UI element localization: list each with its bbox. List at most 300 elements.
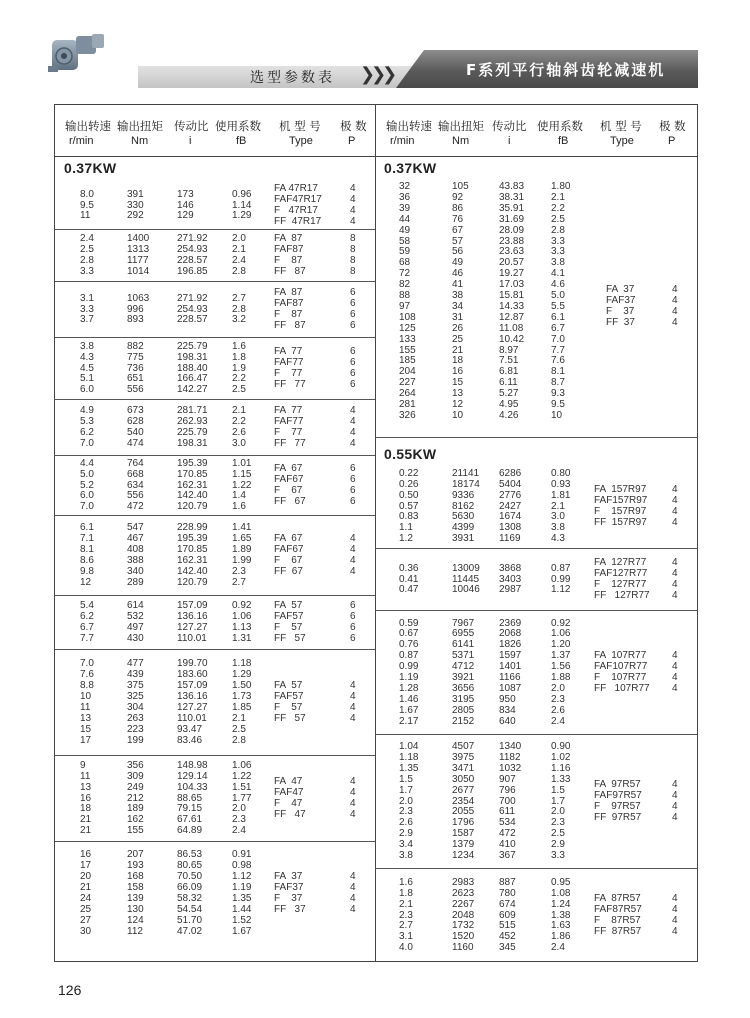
left-model-cell: F 57: [274, 622, 303, 633]
right-speed-cell: 0.59: [399, 617, 419, 629]
left-factor-cell: 1.77: [232, 792, 252, 804]
right-factor-cell: 7.6: [551, 355, 565, 367]
left-ratio-cell: 80.65: [177, 860, 203, 872]
left-torque-cell: 124: [127, 914, 144, 926]
left-speed-cell: 11: [80, 702, 91, 713]
left-factor-cell: 1.44: [232, 903, 252, 915]
right-factor-cell: 1.38: [551, 909, 571, 921]
group-divider: [54, 399, 375, 400]
left-torque-cell: 556: [127, 384, 144, 396]
right-factor-cell: 1.7: [551, 795, 565, 807]
left-torque-cell: 474: [127, 437, 144, 449]
right-torque-cell: 7967: [452, 617, 475, 629]
left-torque-cell: 497: [127, 622, 144, 633]
left-ratio-cell: 225.79: [177, 340, 208, 352]
right-torque-cell: 1587: [452, 828, 475, 840]
ratio-header: 传动比: [174, 119, 209, 133]
left-factor-cell: 1.15: [232, 468, 252, 480]
right-model-cell: F 87R57: [594, 915, 641, 926]
left-factor-cell: 1.22: [232, 770, 252, 782]
right-speed-cell: 2.3: [399, 806, 413, 818]
right-factor-cell: 1.88: [551, 672, 571, 683]
right-torque-cell: 34: [452, 300, 464, 312]
left-ratio-cell: 254.93: [177, 303, 208, 315]
right-ratio-cell: 472: [499, 828, 516, 840]
right-factor-cell: 3.8: [551, 522, 565, 534]
left-stage-cell: 6: [350, 346, 356, 358]
left-speed-cell: 25: [80, 903, 92, 915]
right-torque-cell: 2048: [452, 909, 475, 921]
ratio-unit: i: [189, 135, 192, 147]
left-factor-cell: 1.50: [232, 680, 252, 692]
right-power-label-2: 0.55KW: [384, 446, 437, 462]
right-torque-cell: 41: [452, 279, 464, 291]
right-speed-cell: 133: [399, 333, 416, 345]
left-speed-cell: 8.6: [80, 555, 94, 566]
right-ratio-cell: 10.42: [499, 333, 525, 345]
left-factor-cell: 1.14: [232, 199, 252, 211]
right-torque-cell: 10046: [452, 584, 480, 596]
right-factor-cell: 2.3: [551, 693, 565, 705]
right-factor-cell: 2.2: [551, 202, 565, 214]
left-stage-cell: 4: [350, 702, 356, 713]
left-ratio-cell: 47.02: [177, 925, 203, 937]
right-torque-cell: 1160: [452, 942, 474, 954]
left-speed-cell: 7.6: [80, 669, 94, 681]
right-ratio-cell: 2987: [499, 584, 522, 596]
left-factor-cell: 1.01: [232, 457, 252, 469]
left-factor-cell: 1.35: [232, 893, 252, 904]
right-ratio-cell: 12.87: [499, 311, 525, 323]
left-model-cell: FA 47: [274, 776, 303, 788]
right-ratio-cell: 907: [499, 773, 516, 785]
right-ratio-cell: 1674: [499, 511, 522, 523]
left-speed-cell: 7.1: [80, 533, 94, 545]
right-model-cell: FF 107R77: [594, 682, 650, 694]
right-factor-cell: 0.95: [551, 876, 571, 888]
right-model-cell: FA 107R77: [594, 650, 647, 662]
right-ratio-cell: 43.83: [499, 181, 525, 192]
left-factor-cell: 1.6: [232, 340, 246, 352]
right-speed-cell: 0.67: [399, 628, 419, 640]
left-model-cell: FF 47R17: [274, 215, 322, 227]
left-speed-cell: 9.5: [80, 199, 94, 211]
right-torque-cell: 38: [452, 290, 464, 301]
left-torque-cell: 430: [127, 632, 144, 644]
right-torque-cell: 3975: [452, 751, 475, 763]
right-torque-cell: 21: [452, 344, 464, 356]
right-speed-cell: 2.3: [399, 909, 413, 921]
right-model-cell: FAF127R77: [594, 568, 648, 580]
left-speed-cell: 30: [80, 925, 92, 937]
left-speed-cell: 17: [80, 734, 92, 746]
left-factor-cell: 2.3: [232, 565, 246, 577]
right-ratio-cell: 19.27: [499, 268, 525, 280]
right-speed-cell: 59: [399, 246, 411, 258]
left-power-label: 0.37KW: [64, 160, 117, 176]
right-factor-cell: 3.3: [551, 235, 565, 247]
right-speed-cell: 155: [399, 344, 416, 356]
right-ratio-cell: 887: [499, 876, 516, 888]
left-stage-cell: 6: [350, 474, 356, 486]
right-speed-cell: 82: [399, 279, 411, 291]
right-speed-cell: 0.36: [399, 562, 419, 574]
left-factor-cell: 0.98: [232, 860, 252, 872]
left-model-cell: F 47: [274, 798, 303, 809]
right-torque-cell: 67: [452, 224, 464, 236]
left-model-cell: FA 67: [274, 533, 303, 545]
group-divider: [375, 734, 698, 735]
right-torque-cell: 11445: [452, 573, 480, 585]
left-stage-cell: 4: [350, 427, 356, 438]
right-speed-cell: 36: [399, 191, 411, 203]
right-torque-cell: 3921: [452, 672, 475, 683]
right-ratio-cell: 1166: [499, 672, 521, 683]
right-ratio-cell: 17.03: [499, 279, 525, 291]
left-torque-cell: 668: [127, 468, 144, 480]
right-speed-cell: 0.50: [399, 489, 419, 501]
right-factor-cell: 0.99: [551, 573, 571, 585]
right-ratio-cell: 834: [499, 704, 516, 716]
left-torque-cell: 189: [127, 803, 144, 815]
left-speed-cell: 4.5: [80, 362, 94, 374]
left-factor-cell: 2.5: [232, 723, 246, 735]
right-speed-cell: 1.6: [399, 876, 413, 888]
left-speed-cell: 5.3: [80, 416, 94, 428]
left-factor-cell: 2.8: [232, 265, 246, 277]
left-factor-cell: 2.5: [232, 384, 246, 396]
right-factor-cell: 0.90: [551, 741, 571, 753]
left-model-cell: FAF57: [274, 611, 304, 623]
right-model-cell: F 97R57: [594, 801, 641, 812]
type-unit: Type: [610, 135, 634, 147]
type-header: 机 型 号: [600, 119, 642, 133]
right-ratio-cell: 1597: [499, 650, 522, 662]
left-ratio-cell: 54.54: [177, 903, 203, 915]
left-model-cell: FAF47R17: [274, 194, 322, 206]
right-torque-cell: 2623: [452, 887, 475, 899]
left-speed-cell: 5.2: [80, 479, 94, 491]
right-torque-cell: 1520: [452, 931, 475, 943]
right-ratio-cell: 367: [499, 850, 516, 862]
right-factor-cell: 2.6: [551, 704, 565, 716]
left-speed-cell: 7.7: [80, 632, 94, 644]
right-factor-cell: 7.0: [551, 333, 565, 345]
right-ratio-cell: 4.95: [499, 399, 519, 410]
factor-header: 使用系数: [537, 119, 583, 133]
left-model-cell: FA 57: [274, 600, 303, 612]
left-speed-cell: 6.0: [80, 490, 94, 502]
left-torque-cell: 388: [127, 555, 144, 566]
right-factor-cell: 2.4: [551, 715, 565, 727]
right-speed-cell: 0.26: [399, 478, 419, 490]
left-ratio-cell: 127.27: [177, 702, 208, 713]
right-stage-cell: 4: [672, 294, 678, 306]
right-ratio-cell: 4.26: [499, 409, 519, 421]
left-ratio-cell: 93.47: [177, 723, 203, 735]
right-ratio-cell: 1182: [499, 751, 521, 763]
right-factor-cell: 3.3: [551, 246, 565, 258]
right-factor-cell: 1.16: [551, 762, 571, 774]
right-factor-cell: 2.5: [551, 213, 565, 225]
right-stage-cell: 4: [672, 672, 678, 683]
left-torque-cell: 472: [127, 501, 144, 513]
right-factor-cell: 0.93: [551, 478, 571, 490]
left-factor-cell: 3.0: [232, 437, 246, 449]
left-factor-cell: 1.12: [232, 871, 252, 883]
left-stage-cell: 6: [350, 495, 356, 507]
left-stage-cell: 6: [350, 632, 356, 644]
right-stage-cell: 4: [672, 925, 678, 937]
right-speed-cell: 3.8: [399, 850, 413, 862]
left-model-cell: FAF77: [274, 357, 304, 369]
right-factor-cell: 1.06: [551, 628, 571, 640]
right-factor-cell: 0.87: [551, 562, 571, 574]
right-speed-cell: 2.6: [399, 817, 413, 829]
right-model-cell: F 37: [606, 305, 635, 317]
left-model-cell: FF 87: [274, 319, 306, 331]
left-speed-cell: 17: [80, 860, 92, 872]
left-factor-cell: 3.2: [232, 314, 246, 326]
factor-unit: fB: [558, 135, 569, 147]
left-factor-cell: 1.85: [232, 702, 252, 713]
left-speed-cell: 7.0: [80, 437, 94, 449]
left-stage-cell: 6: [350, 298, 356, 310]
left-factor-cell: 1.29: [232, 210, 252, 222]
left-stage-cell: 4: [350, 405, 356, 417]
right-ratio-cell: 2427: [499, 500, 522, 512]
left-speed-cell: 6.0: [80, 384, 94, 396]
right-speed-cell: 2.9: [399, 828, 413, 840]
right-speed-cell: 281: [399, 399, 416, 410]
right-factor-cell: 0.80: [551, 467, 571, 479]
right-factor-cell: 2.0: [551, 806, 565, 818]
left-factor-cell: 1.9: [232, 362, 246, 374]
right-ratio-cell: 1826: [499, 639, 522, 651]
right-speed-cell: 1.35: [399, 762, 419, 774]
left-model-cell: FA 37: [274, 871, 303, 883]
right-speed-cell: 125: [399, 322, 416, 334]
left-speed-cell: 7.0: [80, 658, 94, 670]
selection-table: [54, 104, 698, 962]
left-model-cell: F 77: [274, 427, 303, 438]
right-torque-cell: 8162: [452, 500, 475, 512]
left-ratio-cell: 110.01: [177, 712, 207, 724]
right-speed-cell: 44: [399, 213, 411, 225]
left-model-cell: FAF87: [274, 244, 304, 256]
left-model-cell: F 57: [274, 702, 303, 713]
right-speed-cell: 1.67: [399, 704, 419, 716]
left-ratio-cell: 142.27: [177, 384, 208, 396]
left-factor-cell: 2.1: [232, 244, 246, 256]
left-torque-cell: 292: [127, 210, 144, 222]
right-stage-cell: 4: [672, 790, 678, 802]
group-divider: [375, 610, 698, 611]
left-stage-cell: 4: [350, 691, 356, 703]
right-factor-cell: 1.56: [551, 661, 571, 673]
right-speed-cell: 1.18: [399, 751, 419, 763]
right-factor-cell: 8.7: [551, 377, 565, 389]
right-torque-cell: 2267: [452, 898, 475, 910]
left-model-cell: F 87: [274, 309, 303, 320]
right-speed-cell: 4.0: [399, 942, 413, 954]
left-factor-cell: 1.65: [232, 533, 252, 545]
right-ratio-cell: 640: [499, 715, 516, 727]
right-stage-cell: 4: [672, 557, 678, 569]
right-speed-cell: 0.83: [399, 511, 419, 523]
section-title: 选型参数表: [250, 70, 335, 86]
right-speed-cell: 2.7: [399, 920, 413, 932]
left-model-cell: F 47R17: [274, 205, 318, 216]
left-speed-cell: 2.4: [80, 233, 94, 245]
left-model-cell: F 67: [274, 485, 303, 496]
right-factor-cell: 2.1: [551, 191, 565, 203]
left-ratio-cell: 66.09: [177, 882, 203, 894]
left-model-cell: FF 67: [274, 495, 306, 507]
right-factor-cell: 1.12: [551, 584, 571, 596]
right-torque-cell: 86: [452, 202, 464, 214]
left-model-cell: FAF57: [274, 691, 304, 703]
right-model-cell: FF 97R57: [594, 811, 642, 823]
right-ratio-cell: 1169: [499, 533, 521, 545]
right-speed-cell: 1.8: [399, 887, 413, 899]
left-torque-cell: 263: [127, 712, 144, 724]
left-ratio-cell: 198.31: [177, 351, 208, 363]
factor-header: 使用系数: [215, 119, 261, 133]
right-speed-cell: 326: [399, 409, 416, 421]
left-torque-cell: 736: [127, 362, 144, 374]
right-torque-cell: 56: [452, 246, 464, 258]
right-speed-cell: 3.1: [399, 931, 413, 943]
right-speed-cell: 32: [399, 181, 411, 192]
left-ratio-cell: 166.47: [177, 373, 208, 385]
right-speed-cell: 68: [399, 257, 411, 269]
left-factor-cell: 2.1: [232, 712, 246, 724]
left-torque-cell: 996: [127, 303, 144, 315]
right-ratio-cell: 7.51: [499, 355, 519, 367]
left-ratio-cell: 157.09: [177, 600, 208, 612]
right-speed-cell: 1.2: [399, 533, 413, 545]
left-torque-cell: 155: [127, 825, 144, 837]
left-ratio-cell: 195.39: [177, 457, 208, 469]
ratio-unit: i: [508, 135, 511, 147]
right-stage-cell: 4: [672, 801, 678, 812]
left-torque-cell: 249: [127, 781, 144, 793]
left-speed-cell: 9.8: [80, 565, 94, 577]
left-model-cell: F 87: [274, 255, 303, 266]
left-speed-cell: 13: [80, 781, 92, 793]
right-stage-cell: 4: [672, 650, 678, 662]
left-stage-cell: 4: [350, 183, 356, 195]
right-torque-cell: 5630: [452, 511, 475, 523]
right-torque-cell: 1234: [452, 850, 475, 862]
right-speed-cell: 204: [399, 366, 416, 378]
left-stage-cell: 6: [350, 611, 356, 623]
left-torque-cell: 139: [127, 893, 144, 904]
left-ratio-cell: 58.32: [177, 893, 203, 904]
left-ratio-cell: 136.16: [177, 611, 208, 623]
right-factor-cell: 0.92: [551, 617, 571, 629]
right-ratio-cell: 28.09: [499, 224, 525, 236]
left-ratio-cell: 198.31: [177, 437, 208, 449]
right-ratio-cell: 14.33: [499, 300, 525, 312]
right-stage-cell: 4: [672, 779, 678, 791]
right-model-cell: FA 127R77: [594, 557, 647, 569]
right-model-cell: FA 157R97: [594, 484, 647, 496]
left-torque-cell: 547: [127, 522, 144, 534]
left-torque-cell: 628: [127, 416, 144, 428]
left-ratio-cell: 228.57: [177, 255, 208, 266]
left-factor-cell: 1.89: [232, 544, 252, 556]
right-factor-cell: 1.63: [551, 920, 571, 932]
left-torque-cell: 168: [127, 871, 144, 883]
right-ratio-cell: 534: [499, 817, 516, 829]
left-factor-cell: 2.4: [232, 255, 246, 266]
right-ratio-cell: 2776: [499, 489, 522, 501]
right-model-cell: F 107R77: [594, 672, 647, 683]
left-ratio-cell: 170.85: [177, 468, 208, 480]
stage-unit: P: [348, 135, 356, 147]
left-stage-cell: 6: [350, 600, 356, 612]
group-divider: [54, 337, 375, 338]
left-model-cell: FA 77: [274, 346, 303, 358]
right-ratio-cell: 3868: [499, 562, 522, 574]
right-speed-cell: 0.87: [399, 650, 419, 662]
chevron-arrows-icon: ❯❯❯: [360, 64, 394, 84]
left-stage-cell: 4: [350, 565, 356, 577]
left-speed-cell: 5.1: [80, 373, 94, 385]
left-torque-cell: 340: [127, 565, 144, 577]
left-factor-cell: 0.91: [232, 849, 252, 861]
left-factor-cell: 2.2: [232, 416, 246, 428]
right-factor-cell: 2.5: [551, 828, 565, 840]
right-model-cell: FF 127R77: [594, 589, 650, 601]
right-speed-cell: 88: [399, 290, 411, 301]
left-ratio-cell: 225.79: [177, 427, 208, 438]
left-ratio-cell: 281.71: [177, 405, 208, 417]
left-factor-cell: 0.96: [232, 188, 252, 200]
right-ratio-cell: 5404: [499, 478, 522, 490]
left-ratio-cell: 271.92: [177, 233, 208, 245]
right-speed-cell: 58: [399, 235, 411, 247]
right-torque-cell: 26: [452, 322, 464, 334]
left-stage-cell: 4: [350, 787, 356, 799]
left-stage-cell: 4: [350, 893, 356, 904]
right-speed-cell: 1.19: [399, 672, 419, 683]
right-torque-cell: 4712: [452, 661, 475, 673]
right-ratio-cell: 796: [499, 784, 516, 796]
left-model-cell: FF 77: [274, 437, 306, 449]
right-model-cell: FA 97R57: [594, 779, 641, 791]
right-factor-cell: 1.20: [551, 639, 571, 651]
right-ratio-cell: 1032: [499, 762, 522, 774]
left-stage-cell: 6: [350, 622, 356, 633]
left-torque-cell: 304: [127, 702, 144, 713]
right-ratio-cell: 1308: [499, 522, 522, 534]
left-model-cell: F 77: [274, 368, 303, 379]
left-factor-cell: 1.52: [232, 914, 252, 926]
right-ratio-cell: 23.88: [499, 235, 525, 247]
left-ratio-cell: 162.31: [177, 479, 208, 491]
left-model-cell: FA 47R17: [274, 183, 318, 195]
left-ratio-cell: 104.33: [177, 781, 208, 793]
left-torque-cell: 1400: [127, 233, 150, 245]
left-speed-cell: 21: [80, 825, 92, 837]
left-ratio-cell: 170.85: [177, 544, 208, 556]
left-stage-cell: 8: [350, 233, 356, 245]
left-stage-cell: 8: [350, 255, 356, 266]
right-factor-cell: 6.1: [551, 311, 565, 323]
